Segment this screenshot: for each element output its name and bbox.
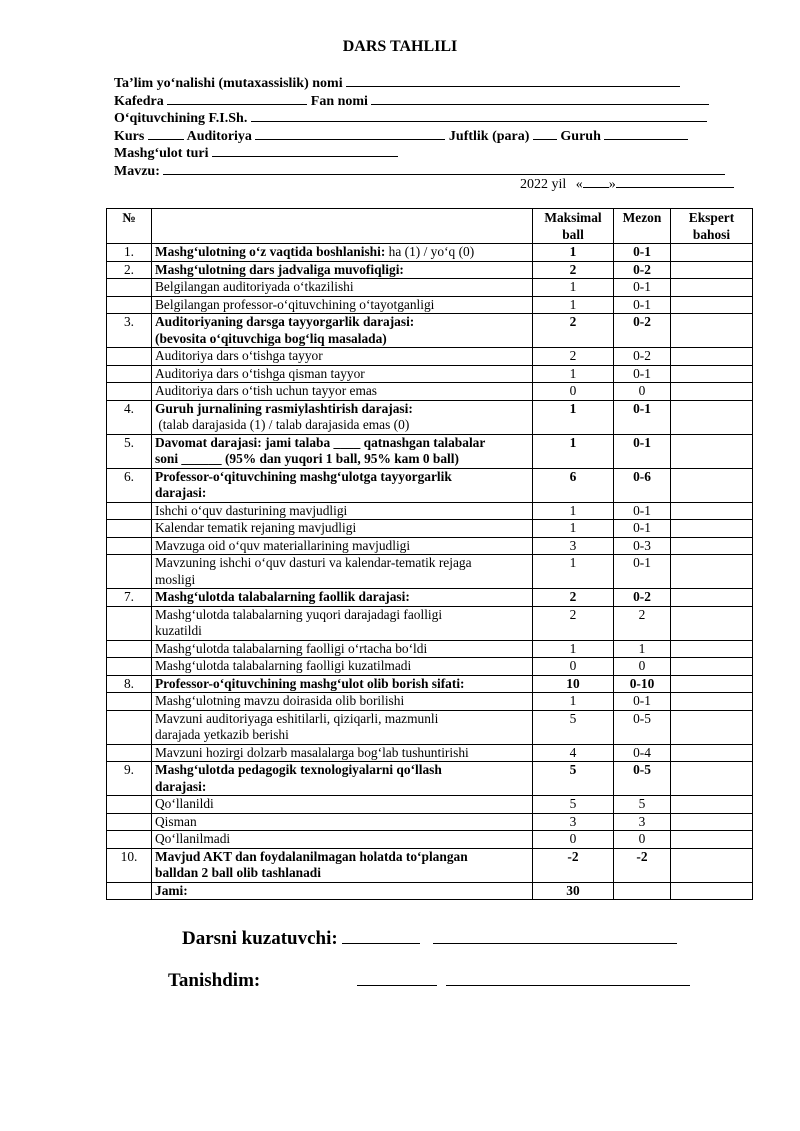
criteria-text-line2: darajasi:: [155, 778, 207, 794]
criteria-text: Mavzuga oid o‘quv materiallarining mavjudligi: [155, 537, 411, 553]
row-number: [107, 383, 152, 401]
row-number: 4.: [107, 400, 152, 434]
row-mezon: 0-2: [614, 348, 671, 366]
row-ekspert-input[interactable]: [671, 831, 753, 849]
criteria-text: Qo‘llanildi: [155, 796, 214, 811]
row-ekspert-input[interactable]: [671, 848, 753, 882]
table-body: [107, 244, 753, 900]
row-max-ball: 1: [533, 365, 614, 383]
row-criteria: [152, 710, 533, 744]
mashgulot-blank[interactable]: [212, 143, 398, 157]
criteria-text: Kalendar tematik rejaning mavjudligi: [155, 520, 357, 535]
row-mezon: 0-6: [614, 468, 671, 502]
acknowledged-label: Tanishdim:: [168, 970, 261, 991]
row-criteria: [152, 658, 533, 676]
row-max-ball: 1: [533, 555, 614, 589]
criteria-text: Mashg‘ulotning o‘z vaqtida boshlanishi:: [155, 244, 386, 259]
mavzu-blank[interactable]: [163, 161, 725, 175]
observer-signature: [182, 928, 677, 950]
row-mezon: 0: [614, 658, 671, 676]
header-mezon: Mezon: [614, 209, 671, 244]
row-mezon: 0-1: [614, 365, 671, 383]
row-mezon: 0-10: [614, 675, 671, 693]
row-criteria: [152, 537, 533, 555]
row-number: [107, 537, 152, 555]
row-mezon: 1: [614, 640, 671, 658]
table-row: [107, 831, 753, 849]
criteria-text-line2: kuzatildi: [155, 623, 202, 638]
criteria-text: Mashg‘ulotning mavzu doirasida olib borilishi: [155, 693, 405, 708]
row-max-ball: 4: [533, 744, 614, 762]
row-criteria: [152, 383, 533, 401]
fan-blank[interactable]: [371, 91, 709, 105]
table-row: [107, 813, 753, 831]
row-ekspert-input[interactable]: [671, 640, 753, 658]
row-number: [107, 882, 152, 900]
header-num: №: [107, 209, 152, 244]
row-ekspert-input[interactable]: [671, 589, 753, 607]
criteria-text: Professor-o‘qituvchining mashg‘ulot olib borish sifati:: [155, 675, 465, 691]
row-mezon: 0-1: [614, 434, 671, 468]
table-row: [107, 882, 753, 900]
row-mezon: 0-1: [614, 279, 671, 297]
row-number: 8.: [107, 675, 152, 693]
page-title: DARS TAHLILI: [342, 38, 458, 55]
row-mezon: 0-4: [614, 744, 671, 762]
table-row: [107, 589, 753, 607]
row-max-ball: 3: [533, 537, 614, 555]
row-criteria: [152, 468, 533, 502]
row-criteria: [152, 434, 533, 468]
row-max-ball: 2: [533, 606, 614, 640]
row-ekspert-input[interactable]: [671, 658, 753, 676]
table-row: [107, 434, 753, 468]
field-row-oqituvchi: [114, 108, 754, 126]
date-close-quote: »: [608, 177, 616, 192]
row-mezon: 0-1: [614, 244, 671, 262]
row-max-ball: 1: [533, 296, 614, 314]
row-number: 10.: [107, 848, 152, 882]
row-ekspert-input[interactable]: [671, 296, 753, 314]
row-mezon: 0-3: [614, 537, 671, 555]
mashgulot-label: Mashg‘ulot turi: [114, 146, 209, 161]
row-ekspert-input[interactable]: [671, 365, 753, 383]
table-row: [107, 365, 753, 383]
row-number: [107, 502, 152, 520]
row-max-ball: 2: [533, 314, 614, 348]
row-ekspert-input[interactable]: [671, 244, 753, 262]
row-mezon: 0-1: [614, 520, 671, 538]
row-ekspert-input[interactable]: [671, 606, 753, 640]
row-max-ball: 1: [533, 244, 614, 262]
row-criteria: [152, 400, 533, 434]
table-row: [107, 468, 753, 502]
row-criteria: [152, 520, 533, 538]
row-ekspert-input[interactable]: [671, 555, 753, 589]
row-number: 5.: [107, 434, 152, 468]
auditoriya-label: Auditoriya: [186, 128, 252, 144]
row-ekspert-input[interactable]: [671, 314, 753, 348]
row-criteria: [152, 831, 533, 849]
row-number: [107, 658, 152, 676]
row-mezon: -2: [614, 848, 671, 882]
row-mezon: 0: [614, 831, 671, 849]
row-mezon: 0-2: [614, 589, 671, 607]
criteria-text: Auditoriya dars o‘tish uchun tayyor emas: [155, 383, 378, 398]
criteria-text-line2: darajasi:: [155, 485, 207, 500]
row-mezon: 0-2: [614, 314, 671, 348]
criteria-text-line2: (bevosita o‘qituvchiga bog‘liq masalada): [155, 330, 387, 346]
criteria-text: Belgilangan auditoriyada o‘tkazilishi: [155, 279, 354, 294]
row-ekspert-input[interactable]: [671, 468, 753, 502]
header-ekspert: Ekspert bahosi: [671, 209, 753, 244]
row-criteria: [152, 279, 533, 297]
row-ekspert-input[interactable]: [671, 502, 753, 520]
mavzu-label: Mavzu:: [114, 163, 160, 179]
row-ekspert-input[interactable]: [671, 693, 753, 711]
table-header-row: [107, 209, 753, 244]
table-row: [107, 762, 753, 796]
row-number: [107, 744, 152, 762]
row-ekspert-input[interactable]: [671, 400, 753, 434]
row-max-ball: 2: [533, 589, 614, 607]
row-max-ball: 5: [533, 762, 614, 796]
criteria-text: Mashg‘ulotda talabalarning faolligi o‘rtacha bo‘ldi: [155, 640, 428, 656]
row-max-ball: -2: [533, 848, 614, 882]
criteria-text: Mavzuning ishchi o‘quv dasturi va kalendar-tematik rejaga: [155, 555, 472, 570]
criteria-text: Mashg‘ulotda talabalarning yuqori darajadagi faolligi: [155, 606, 443, 622]
row-max-ball: 0: [533, 831, 614, 849]
row-ekspert-input[interactable]: [671, 744, 753, 762]
table-row: [107, 279, 753, 297]
criteria-text: Belgilangan professor-o‘qituvchining o‘tayotganligi: [155, 296, 435, 312]
row-mezon: 2: [614, 606, 671, 640]
header-fields: [114, 73, 754, 178]
row-number: 1.: [107, 244, 152, 262]
row-max-ball: 30: [533, 882, 614, 900]
row-max-ball: 1: [533, 693, 614, 711]
criteria-extra: ha (1) / yo‘q (0): [385, 244, 475, 259]
row-criteria: [152, 848, 533, 882]
criteria-text-line2: mosligi: [155, 571, 196, 587]
acknowledged-name-blank[interactable]: [446, 970, 690, 986]
row-mezon: 0-5: [614, 762, 671, 796]
fan-label: Fan nomi: [310, 93, 368, 109]
criteria-text: Auditoriya dars o‘tishga qisman tayyor: [155, 365, 365, 381]
criteria-text: Mashg‘ulotda talabalarning faollik darajasi:: [155, 589, 410, 604]
row-ekspert-input[interactable]: [671, 261, 753, 279]
criteria-text: Mavzuni auditoriyaga eshitilarli, qiziqarli, mazmunli: [155, 710, 439, 726]
oqituvchi-blank[interactable]: [251, 108, 707, 122]
row-max-ball: 10: [533, 675, 614, 693]
kafedra-label: Kafedra: [114, 93, 164, 109]
row-criteria: [152, 589, 533, 607]
table-row: [107, 244, 753, 262]
criteria-text: Jami:: [155, 882, 188, 898]
criteria-text: Qisman: [155, 813, 197, 829]
row-criteria: [152, 762, 533, 796]
row-number: [107, 348, 152, 366]
row-number: [107, 296, 152, 314]
criteria-text: Qo‘llanilmadi: [155, 831, 231, 846]
observer-sign-blank[interactable]: [342, 928, 420, 944]
row-max-ball: 1: [533, 279, 614, 297]
row-criteria: [152, 693, 533, 711]
observer-name-blank[interactable]: [433, 928, 677, 944]
row-max-ball: 3: [533, 813, 614, 831]
row-ekspert-input[interactable]: [671, 279, 753, 297]
row-mezon: 5: [614, 796, 671, 814]
row-mezon: 0-1: [614, 502, 671, 520]
row-max-ball: 2: [533, 348, 614, 366]
row-number: [107, 693, 152, 711]
guruh-blank[interactable]: [604, 126, 688, 140]
row-criteria: [152, 502, 533, 520]
criteria-text: Mashg‘ulotning dars jadvaliga muvofiqligi:: [155, 261, 404, 277]
field-row-talim: [114, 73, 754, 91]
row-max-ball: 2: [533, 261, 614, 279]
talim-blank[interactable]: [346, 73, 680, 87]
table-row: [107, 710, 753, 744]
table-row: [107, 314, 753, 348]
row-criteria: [152, 296, 533, 314]
row-ekspert-input[interactable]: [671, 796, 753, 814]
auditoriya-blank[interactable]: [255, 126, 445, 140]
table-row: [107, 848, 753, 882]
criteria-text-line2: balldan 2 ball olib tashlanadi: [155, 865, 321, 880]
row-criteria: [152, 675, 533, 693]
acknowledged-signature: [168, 970, 690, 992]
criteria-text: Auditoriyaning darsga tayyorgarlik darajasi:: [155, 314, 415, 329]
table-row: [107, 537, 753, 555]
row-number: [107, 365, 152, 383]
row-criteria: [152, 555, 533, 589]
table-row: [107, 400, 753, 434]
date-day-blank[interactable]: [583, 175, 609, 188]
row-max-ball: 1: [533, 640, 614, 658]
kafedra-blank[interactable]: [167, 91, 307, 105]
row-max-ball: 0: [533, 383, 614, 401]
criteria-text: Davomat darajasi: jami talaba ____ qatnashgan talabalar: [155, 434, 486, 450]
row-ekspert-input[interactable]: [671, 383, 753, 401]
criteria-text-line2: soni ______ (95% dan yuqori 1 ball, 95% kam 0 ball): [155, 451, 459, 466]
date-open-quote: «: [575, 177, 583, 192]
table-row: [107, 606, 753, 640]
row-ekspert-input[interactable]: [671, 348, 753, 366]
row-ekspert-input[interactable]: [671, 710, 753, 744]
row-number: [107, 520, 152, 538]
observer-label: Darsni kuzatuvchi:: [182, 928, 338, 949]
row-max-ball: 5: [533, 710, 614, 744]
row-mezon: 0-1: [614, 296, 671, 314]
row-number: 7.: [107, 589, 152, 607]
row-number: [107, 606, 152, 640]
row-criteria: [152, 314, 533, 348]
header-criteria: [152, 209, 533, 244]
criteria-text: Mavjud AKT dan foydalanilmagan holatda to‘plangan: [155, 848, 468, 864]
row-number: 9.: [107, 762, 152, 796]
row-max-ball: 1: [533, 502, 614, 520]
table-row: [107, 640, 753, 658]
acknowledged-sign-blank[interactable]: [357, 970, 437, 986]
row-ekspert-input[interactable]: [671, 882, 753, 900]
row-ekspert-input[interactable]: [671, 537, 753, 555]
table-row: [107, 555, 753, 589]
date-month-blank[interactable]: [616, 175, 734, 188]
criteria-text: Auditoriya dars o‘tishga tayyor: [155, 348, 323, 363]
juftlik-blank[interactable]: [533, 126, 557, 140]
row-number: [107, 555, 152, 589]
criteria-text: Mashg‘ulotda pedagogik texnologiyalarni qo‘llash: [155, 762, 442, 777]
row-mezon: 0-1: [614, 693, 671, 711]
header-max: Maksimal ball: [533, 209, 614, 244]
table-row: [107, 348, 753, 366]
table-row: [107, 744, 753, 762]
row-criteria: [152, 348, 533, 366]
row-max-ball: 1: [533, 520, 614, 538]
row-criteria: [152, 640, 533, 658]
criteria-text-line2: darajada yetkazib berishi: [155, 727, 289, 742]
row-max-ball: 0: [533, 658, 614, 676]
row-number: [107, 796, 152, 814]
table-row: [107, 796, 753, 814]
row-mezon: 0-2: [614, 261, 671, 279]
evaluation-table: [106, 208, 753, 900]
guruh-label: Guruh: [560, 128, 601, 144]
row-number: [107, 710, 152, 744]
row-ekspert-input[interactable]: [671, 675, 753, 693]
table-row: [107, 520, 753, 538]
criteria-text: Mashg‘ulotda talabalarning faolligi kuzatilmadi: [155, 658, 412, 673]
row-number: 2.: [107, 261, 152, 279]
row-mezon: [614, 882, 671, 900]
table-row: [107, 502, 753, 520]
row-max-ball: 1: [533, 434, 614, 468]
oqituvchi-label: O‘qituvchining F.I.Sh.: [114, 111, 248, 126]
table-row: [107, 383, 753, 401]
row-criteria: [152, 744, 533, 762]
row-mezon: 3: [614, 813, 671, 831]
field-row-mashgulot: [114, 143, 754, 161]
row-number: [107, 831, 152, 849]
row-number: [107, 640, 152, 658]
field-row-kurs: [114, 126, 754, 144]
kurs-label: Kurs: [114, 128, 145, 144]
row-max-ball: 1: [533, 400, 614, 434]
criteria-text: Ishchi o‘quv dasturining mavjudligi: [155, 502, 348, 518]
row-criteria: [152, 796, 533, 814]
row-mezon: 0-1: [614, 400, 671, 434]
row-mezon: 0: [614, 383, 671, 401]
row-mezon: 0-1: [614, 555, 671, 589]
row-number: [107, 279, 152, 297]
row-ekspert-input[interactable]: [671, 434, 753, 468]
row-criteria: [152, 813, 533, 831]
criteria-text: Mavzuni hozirgi dolzarb masalalarga bog‘lab tushuntirishi: [155, 744, 469, 760]
row-ekspert-input[interactable]: [671, 762, 753, 796]
row-criteria: [152, 882, 533, 900]
row-number: 3.: [107, 314, 152, 348]
talim-label: Ta’lim yo‘nalishi (mutaxassislik) nomi: [114, 76, 343, 91]
table-row: [107, 296, 753, 314]
criteria-text: Professor-o‘qituvchining mashg‘ulotga tayyorgarlik: [155, 468, 452, 484]
field-row-kafedra: [114, 91, 754, 109]
table-row: [107, 675, 753, 693]
table-row: [107, 261, 753, 279]
row-max-ball: 6: [533, 468, 614, 502]
row-number: [107, 813, 152, 831]
row-criteria: [152, 606, 533, 640]
row-criteria: [152, 365, 533, 383]
row-criteria: [152, 244, 533, 262]
date-line: [520, 175, 734, 193]
juftlik-label: Juftlik (para): [448, 128, 530, 144]
row-ekspert-input[interactable]: [671, 813, 753, 831]
table-row: [107, 658, 753, 676]
row-number: 6.: [107, 468, 152, 502]
criteria-text: Guruh jurnalining rasmiylashtirish darajasi:: [155, 400, 413, 416]
row-criteria: [152, 261, 533, 279]
date-year: 2022 yil: [520, 177, 567, 192]
row-ekspert-input[interactable]: [671, 520, 753, 538]
table-row: [107, 693, 753, 711]
criteria-text-line2: (talab darajasida (1) / talab darajasida emas (0): [155, 417, 410, 432]
row-mezon: 0-5: [614, 710, 671, 744]
row-max-ball: 5: [533, 796, 614, 814]
kurs-blank[interactable]: [148, 126, 184, 140]
